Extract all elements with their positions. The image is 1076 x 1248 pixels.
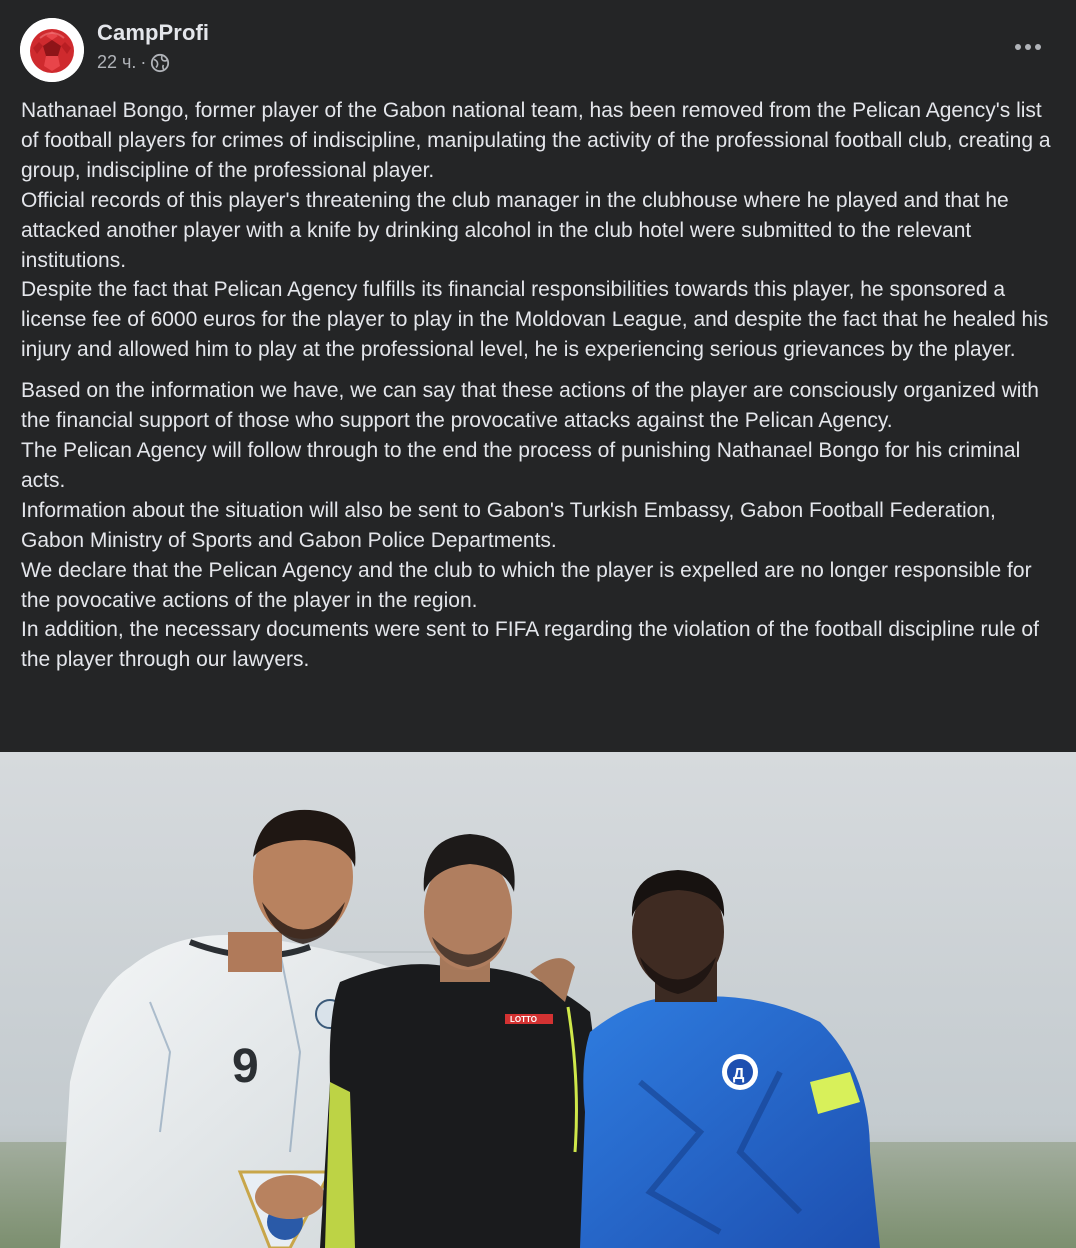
post-paragraph: Nathanael Bongo, former player of the Gabon national team, has been removed from the Pelican Agency's list of football players for crimes of indiscipline, manipulating the activity of the professional football club, creating a group, indiscipline of the professional player. bbox=[21, 99, 1051, 182]
jersey-number: 9 bbox=[232, 1040, 259, 1093]
post-paragraph: We declare that the Pelican Agency and the club to which the player is expelled are no longer responsible for the povocative actions of the player in the region. bbox=[21, 558, 1032, 612]
more-horizontal-icon bbox=[1014, 43, 1042, 51]
page-name[interactable]: CampProfi bbox=[97, 20, 210, 45]
post-paragraph: In addition, the necessary documents were sent to FIFA regarding the violation of the football discipline rule of the player through our lawyers. bbox=[21, 618, 1039, 672]
avatar[interactable] bbox=[20, 18, 84, 82]
lotto-logo-text: LOTTO bbox=[510, 1015, 537, 1024]
globe-icon[interactable] bbox=[150, 53, 170, 73]
post-header bbox=[20, 18, 1056, 82]
post-paragraph: Based on the information we have, we can say that these actions of the player are consciously organized with the financial support of those who support the provocative attacks against the Pelican Agency. bbox=[21, 379, 1039, 433]
meta-separator: · bbox=[140, 52, 147, 72]
post-timestamp[interactable]: 22 ч. bbox=[97, 52, 137, 72]
red-football-icon bbox=[20, 18, 84, 82]
post-photo[interactable] bbox=[0, 752, 1076, 1248]
post-paragraph: Despite the fact that Pelican Agency fulfills its financial responsibilities towards this player, he sponsored a license fee of 6000 euros for the player to play in the Moldovan League, and despite the fact that he healed his injury and allowed him to play at the professional level, he is experiencing serious grievances by the player. bbox=[21, 278, 1049, 362]
post-meta bbox=[97, 52, 170, 73]
post-paragraph: The Pelican Agency will follow through to the end the process of punishing Nathanael Bongo for his criminal acts. bbox=[21, 438, 1021, 492]
post-paragraph: Information about the situation will also be sent to Gabon's Turkish Embassy, Gabon Football Federation, Gabon Ministry of Sports and Gabon Police Departments. bbox=[21, 498, 996, 552]
photo-three-men-football-pitch bbox=[0, 752, 1076, 1248]
post-paragraph: Official records of this player's threatening the club manager in the clubhouse where he played and that he attacked another player with a knife by drinking alcohol in the club hotel were submitted to the relevant institutions. bbox=[21, 188, 1009, 272]
post-text bbox=[21, 96, 1061, 675]
dinamo-badge-letter: Д bbox=[733, 1066, 745, 1083]
more-options-button[interactable] bbox=[1010, 32, 1046, 62]
